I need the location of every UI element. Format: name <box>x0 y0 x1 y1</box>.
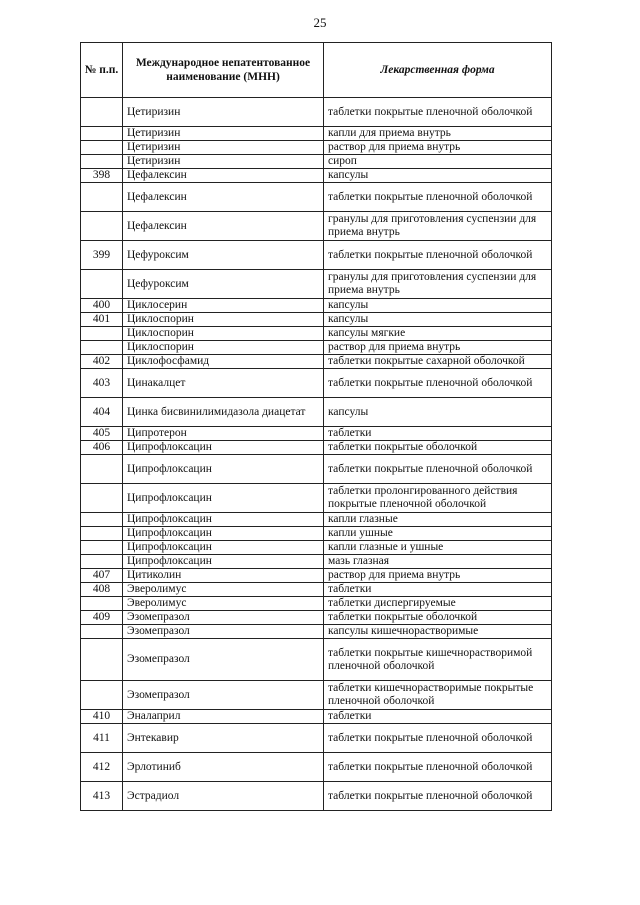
dosage-form: капсулы <box>324 299 552 313</box>
drug-name: Циклоспорин <box>123 327 324 341</box>
table-row <box>81 555 552 569</box>
drug-name: Цефалексин <box>123 183 324 212</box>
row-number: 405 <box>81 427 123 441</box>
dosage-form: капли для приема внутрь <box>324 127 552 141</box>
dosage-form: таблетки покрытые пленочной оболочкой <box>324 98 552 127</box>
table-row <box>81 299 552 313</box>
table-row <box>81 241 552 270</box>
table-row <box>81 724 552 753</box>
table-body <box>81 98 552 811</box>
table-row <box>81 313 552 327</box>
table-row <box>81 155 552 169</box>
dosage-form: капсулы <box>324 169 552 183</box>
drug-name: Циклоспорин <box>123 313 324 327</box>
dosage-form: капсулы <box>324 313 552 327</box>
dosage-form: таблетки покрытые оболочкой <box>324 611 552 625</box>
table-row <box>81 611 552 625</box>
table-row <box>81 398 552 427</box>
row-number <box>81 127 123 141</box>
row-number: 408 <box>81 583 123 597</box>
drug-name: Ципротерон <box>123 427 324 441</box>
dosage-form: раствор для приема внутрь <box>324 569 552 583</box>
table-row <box>81 141 552 155</box>
table-row <box>81 127 552 141</box>
dosage-form: таблетки <box>324 583 552 597</box>
row-number: 413 <box>81 782 123 811</box>
drug-name: Цинакалцет <box>123 369 324 398</box>
dosage-form: капсулы кишечнорастворимые <box>324 625 552 639</box>
row-number <box>81 555 123 569</box>
drug-name: Эстрадиол <box>123 782 324 811</box>
row-number <box>81 327 123 341</box>
drug-name: Ципрофлоксацин <box>123 455 324 484</box>
drug-name: Эзомепразол <box>123 611 324 625</box>
table-row <box>81 183 552 212</box>
row-number <box>81 270 123 299</box>
drug-name: Ципрофлоксацин <box>123 527 324 541</box>
table-row <box>81 355 552 369</box>
drug-table <box>80 42 552 811</box>
dosage-form: сироп <box>324 155 552 169</box>
drug-name: Цефуроксим <box>123 270 324 299</box>
row-number: 401 <box>81 313 123 327</box>
row-number <box>81 212 123 241</box>
row-number <box>81 541 123 555</box>
row-number: 399 <box>81 241 123 270</box>
table-row <box>81 639 552 681</box>
dosage-form: таблетки диспергируемые <box>324 597 552 611</box>
drug-name: Цитиколин <box>123 569 324 583</box>
dosage-form: раствор для приема внутрь <box>324 141 552 155</box>
dosage-form: таблетки покрытые оболочкой <box>324 441 552 455</box>
row-number: 412 <box>81 753 123 782</box>
table-row <box>81 441 552 455</box>
row-number: 410 <box>81 710 123 724</box>
drug-name: Цинка бисвинилимидазола диацетат <box>123 398 324 427</box>
dosage-form: таблетки покрытые пленочной оболочкой <box>324 724 552 753</box>
dosage-form: таблетки <box>324 427 552 441</box>
row-number <box>81 681 123 710</box>
drug-name: Ципрофлоксацин <box>123 541 324 555</box>
dosage-form: раствор для приема внутрь <box>324 341 552 355</box>
drug-name: Эзомепразол <box>123 625 324 639</box>
table-row <box>81 597 552 611</box>
table-row <box>81 513 552 527</box>
header-form: Лекарственная форма <box>324 43 552 98</box>
drug-name: Ципрофлоксацин <box>123 513 324 527</box>
table-row <box>81 455 552 484</box>
drug-name: Цетиризин <box>123 155 324 169</box>
dosage-form: таблетки покрытые пленочной оболочкой <box>324 369 552 398</box>
drug-name: Ципрофлоксацин <box>123 555 324 569</box>
drug-name: Эналаприл <box>123 710 324 724</box>
dosage-form: таблетки покрытые пленочной оболочкой <box>324 455 552 484</box>
drug-name: Цефалексин <box>123 169 324 183</box>
drug-name: Цетиризин <box>123 127 324 141</box>
table-row <box>81 341 552 355</box>
dosage-form: капли глазные и ушные <box>324 541 552 555</box>
drug-name: Ципрофлоксацин <box>123 484 324 513</box>
page-number: 25 <box>313 15 327 30</box>
row-number <box>81 513 123 527</box>
table-row <box>81 98 552 127</box>
table-row <box>81 484 552 513</box>
row-number: 402 <box>81 355 123 369</box>
drug-name: Цетиризин <box>123 141 324 155</box>
drug-name: Эзомепразол <box>123 681 324 710</box>
drug-name: Цефуроксим <box>123 241 324 270</box>
dosage-form: таблетки покрытые пленочной оболочкой <box>324 753 552 782</box>
table-row <box>81 369 552 398</box>
table-row <box>81 782 552 811</box>
row-number <box>81 625 123 639</box>
table-row <box>81 212 552 241</box>
drug-name: Цефалексин <box>123 212 324 241</box>
row-number <box>81 639 123 681</box>
drug-name: Эзомепразол <box>123 639 324 681</box>
dosage-form: таблетки покрытые пленочной оболочкой <box>324 241 552 270</box>
table-row <box>81 169 552 183</box>
dosage-form: мазь глазная <box>324 555 552 569</box>
row-number <box>81 141 123 155</box>
table-row <box>81 541 552 555</box>
dosage-form: капсулы мягкие <box>324 327 552 341</box>
row-number <box>81 155 123 169</box>
row-number: 407 <box>81 569 123 583</box>
dosage-form: капсулы <box>324 398 552 427</box>
dosage-form: таблетки <box>324 710 552 724</box>
row-number: 409 <box>81 611 123 625</box>
dosage-form: таблетки покрытые кишечнорастворимой пленочной оболочкой <box>324 639 552 681</box>
header-num: № п.п. <box>81 43 123 98</box>
row-number <box>81 341 123 355</box>
drug-name: Энтекавир <box>123 724 324 753</box>
table-row <box>81 583 552 597</box>
row-number <box>81 597 123 611</box>
row-number: 398 <box>81 169 123 183</box>
row-number: 411 <box>81 724 123 753</box>
dosage-form: гранулы для приготовления суспензии для приема внутрь <box>324 212 552 241</box>
table-row <box>81 270 552 299</box>
table-row <box>81 569 552 583</box>
table-row <box>81 327 552 341</box>
drug-name: Циклоспорин <box>123 341 324 355</box>
row-number <box>81 183 123 212</box>
table-header-row <box>81 43 552 98</box>
drug-name: Цетиризин <box>123 98 324 127</box>
dosage-form: таблетки пролонгированного действия покрытые пленочной оболочкой <box>324 484 552 513</box>
drug-name: Циклосерин <box>123 299 324 313</box>
drug-name: Циклофосфамид <box>123 355 324 369</box>
dosage-form: таблетки покрытые сахарной оболочкой <box>324 355 552 369</box>
table-row <box>81 427 552 441</box>
table-row <box>81 625 552 639</box>
row-number: 403 <box>81 369 123 398</box>
row-number <box>81 98 123 127</box>
header-inn: Международное непатентованное наименование (МНН) <box>123 43 324 98</box>
table-row <box>81 710 552 724</box>
drug-name: Эверолимус <box>123 583 324 597</box>
table-row <box>81 753 552 782</box>
dosage-form: таблетки покрытые пленочной оболочкой <box>324 183 552 212</box>
table-row <box>81 681 552 710</box>
row-number <box>81 455 123 484</box>
dosage-form: капли ушные <box>324 527 552 541</box>
table-row <box>81 527 552 541</box>
dosage-form: таблетки покрытые пленочной оболочкой <box>324 782 552 811</box>
row-number <box>81 527 123 541</box>
row-number: 406 <box>81 441 123 455</box>
row-number <box>81 484 123 513</box>
drug-name: Ципрофлоксацин <box>123 441 324 455</box>
dosage-form: таблетки кишечнорастворимые покрытые пленочной оболочкой <box>324 681 552 710</box>
dosage-form: гранулы для приготовления суспензии для приема внутрь <box>324 270 552 299</box>
dosage-form: капли глазные <box>324 513 552 527</box>
row-number: 400 <box>81 299 123 313</box>
drug-name: Эверолимус <box>123 597 324 611</box>
row-number: 404 <box>81 398 123 427</box>
drug-name: Эрлотиниб <box>123 753 324 782</box>
